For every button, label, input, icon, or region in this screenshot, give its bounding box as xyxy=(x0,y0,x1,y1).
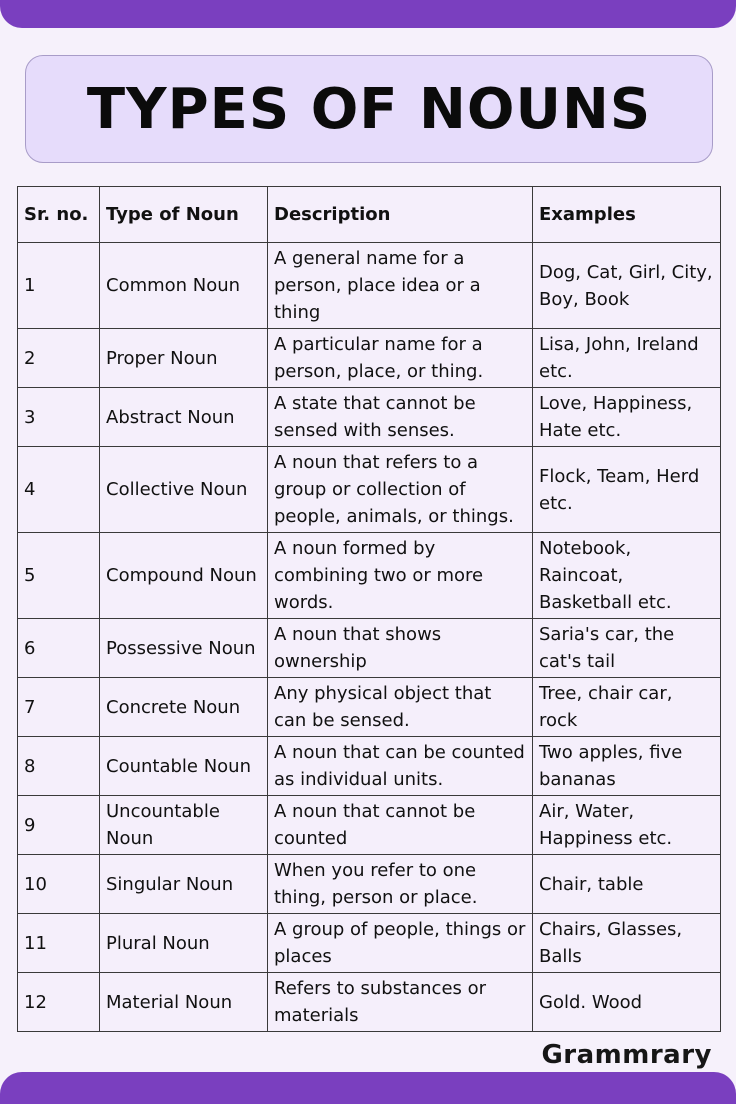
table-row xyxy=(18,796,721,855)
brand-logo-text: Grammrary xyxy=(541,1040,712,1070)
cell-type: Common Noun xyxy=(100,243,268,329)
table-row xyxy=(18,678,721,737)
cell-sr: 2 xyxy=(18,329,100,388)
page-title: TYPES OF NOUNS xyxy=(86,76,652,142)
cell-examples: Flock, Team, Herd etc. xyxy=(533,447,721,533)
cell-examples: Dog, Cat, Girl, City, Boy, Book xyxy=(533,243,721,329)
table-row xyxy=(18,329,721,388)
table-row xyxy=(18,619,721,678)
cell-examples: Love, Happiness, Hate etc. xyxy=(533,388,721,447)
cell-type: Material Noun xyxy=(100,973,268,1032)
cell-examples: Notebook, Raincoat, Basketball etc. xyxy=(533,533,721,619)
table-row xyxy=(18,737,721,796)
cell-description: Any physical object that can be sensed. xyxy=(268,678,533,737)
cell-type: Concrete Noun xyxy=(100,678,268,737)
table-row xyxy=(18,243,721,329)
cell-type: Possessive Noun xyxy=(100,619,268,678)
bottom-decorative-band xyxy=(0,1072,736,1104)
cell-description: A noun formed by combining two or more words. xyxy=(268,533,533,619)
cell-description: A noun that shows ownership xyxy=(268,619,533,678)
nouns-table xyxy=(17,186,721,1032)
cell-description: Refers to substances or materials xyxy=(268,973,533,1032)
table-row xyxy=(18,855,721,914)
cell-description: A group of people, things or places xyxy=(268,914,533,973)
cell-sr: 3 xyxy=(18,388,100,447)
cell-sr: 10 xyxy=(18,855,100,914)
cell-description: A noun that can be counted as individual units. xyxy=(268,737,533,796)
cell-sr: 11 xyxy=(18,914,100,973)
cell-type: Compound Noun xyxy=(100,533,268,619)
cell-type: Collective Noun xyxy=(100,447,268,533)
table-header-row xyxy=(18,187,721,243)
cell-type: Abstract Noun xyxy=(100,388,268,447)
cell-type: Countable Noun xyxy=(100,737,268,796)
header-description: Description xyxy=(268,187,533,243)
cell-sr: 6 xyxy=(18,619,100,678)
cell-description: A state that cannot be sensed with senses. xyxy=(268,388,533,447)
cell-description: When you refer to one thing, person or place. xyxy=(268,855,533,914)
table-row xyxy=(18,914,721,973)
cell-examples: Chair, table xyxy=(533,855,721,914)
title-banner xyxy=(25,55,713,163)
cell-sr: 8 xyxy=(18,737,100,796)
cell-type: Uncountable Noun xyxy=(100,796,268,855)
cell-examples: Tree, chair car, rock xyxy=(533,678,721,737)
cell-examples: Air, Water, Happiness etc. xyxy=(533,796,721,855)
table-row xyxy=(18,973,721,1032)
cell-type: Proper Noun xyxy=(100,329,268,388)
cell-description: A noun that cannot be counted xyxy=(268,796,533,855)
cell-description: A general name for a person, place idea or a thing xyxy=(268,243,533,329)
cell-examples: Saria's car, the cat's tail xyxy=(533,619,721,678)
cell-examples: Lisa, John, Ireland etc. xyxy=(533,329,721,388)
cell-examples: Two apples, five bananas xyxy=(533,737,721,796)
cell-description: A noun that refers to a group or collection of people, animals, or things. xyxy=(268,447,533,533)
top-decorative-band xyxy=(0,0,736,28)
cell-sr: 7 xyxy=(18,678,100,737)
cell-sr: 5 xyxy=(18,533,100,619)
cell-description: A particular name for a person, place, or thing. xyxy=(268,329,533,388)
cell-examples: Gold. Wood xyxy=(533,973,721,1032)
cell-sr: 1 xyxy=(18,243,100,329)
header-type-of-noun: Type of Noun xyxy=(100,187,268,243)
cell-sr: 9 xyxy=(18,796,100,855)
cell-type: Singular Noun xyxy=(100,855,268,914)
cell-examples: Chairs, Glasses, Balls xyxy=(533,914,721,973)
table-row xyxy=(18,533,721,619)
header-sr-no: Sr. no. xyxy=(18,187,100,243)
table-row xyxy=(18,388,721,447)
cell-type: Plural Noun xyxy=(100,914,268,973)
table-row xyxy=(18,447,721,533)
header-examples: Examples xyxy=(533,187,721,243)
cell-sr: 4 xyxy=(18,447,100,533)
cell-sr: 12 xyxy=(18,973,100,1032)
